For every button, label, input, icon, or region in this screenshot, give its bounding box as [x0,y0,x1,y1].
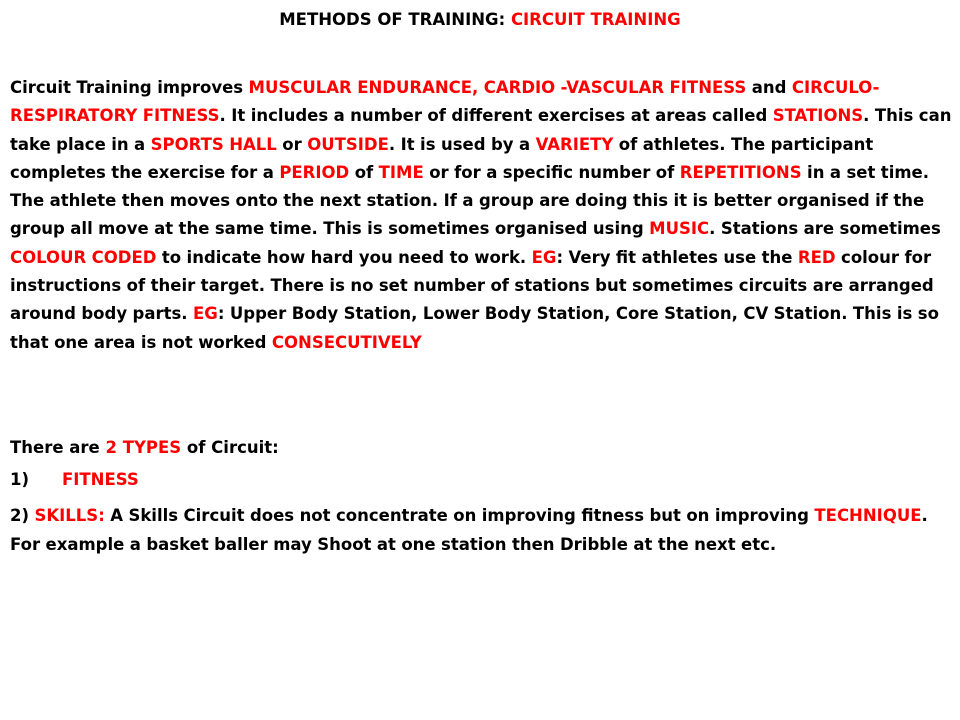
text-segment: There are [10,438,106,457]
highlight-segment: PERIOD [279,162,350,182]
list-number: 1) [10,470,30,489]
text-segment: : Upper Body Station, Lower Body Station, Core Station, CV Station. This is so that one area is not worked [10,304,939,352]
text-segment: . Stations are sometimes [709,219,941,239]
text-segment: to indicate how hard you need to work. [156,247,532,267]
text-segment: : Very fit athletes use the [556,247,798,267]
slide-title [0,6,960,34]
list-item-fitness [10,466,139,494]
text-segment: . For example a basket baller may Shoot at one station then Dribble at the next etc. [10,506,928,554]
highlight-segment: CIRCULO-RESPIRATORY FITNESS [10,78,880,126]
highlight-segment: VARIETY [535,134,614,154]
text-segment: of athletes. The participant completes the exercise for a [10,134,874,182]
highlight-segment: MUSIC [649,219,710,239]
title-highlight: CIRCUIT TRAINING [510,10,681,29]
paragraph-circuit-description [10,74,955,357]
text-segment: colour for instructions of their target. There is no set number of stations but sometimes circuits are arranged around body parts. [10,247,934,324]
text-segment: . It is used by a [388,134,536,154]
text-segment: Circuit Training improves [10,78,249,97]
highlight-segment: EG [531,247,557,267]
text-segment: . This can take place in a [10,106,952,154]
list-label: SKILLS: [34,506,105,525]
text-segment: . It includes a number of different exercises at areas called [219,106,773,126]
highlight-segment: SPORTS HALL [150,134,277,154]
list-label: FITNESS [62,470,139,489]
highlight-segment: MUSCULAR ENDURANCE, CARDIO -VASCULAR FITNESS [248,78,747,97]
text-segment: in a set time. The athlete then moves onto the next station. If a group are doing this it is better organised if the group all move at the same time. This is sometimes organised using [10,162,930,239]
text-segment: and [746,78,792,97]
list-item-skills [10,502,955,559]
highlight-segment: COLOUR CODED [10,247,157,267]
body-paragraph-1 [10,74,955,357]
title-prefix: METHODS OF TRAINING: [279,10,511,29]
text-segment: or for a specific number of [423,162,680,182]
highlight-segment: TIME [378,162,424,182]
text-segment: of [349,162,379,182]
highlight-segment: REPETITIONS [679,162,802,182]
paragraph-circuit-types [10,434,955,462]
text-segment: or [276,134,308,154]
highlight-segment: TECHNIQUE [814,506,922,525]
text-segment: A Skills Circuit does not concentrate on improving fitness but on improving [104,506,815,525]
highlight-segment: 2 TYPES [105,438,182,457]
text-segment: of Circuit: [181,438,279,457]
highlight-segment: EG [193,304,218,324]
highlight-segment: STATIONS [772,106,864,126]
list-number: 2) [10,506,35,525]
highlight-segment: CONSECUTIVELY [271,332,422,352]
highlight-segment: RED [797,247,836,267]
highlight-segment: OUTSIDE [307,134,389,154]
